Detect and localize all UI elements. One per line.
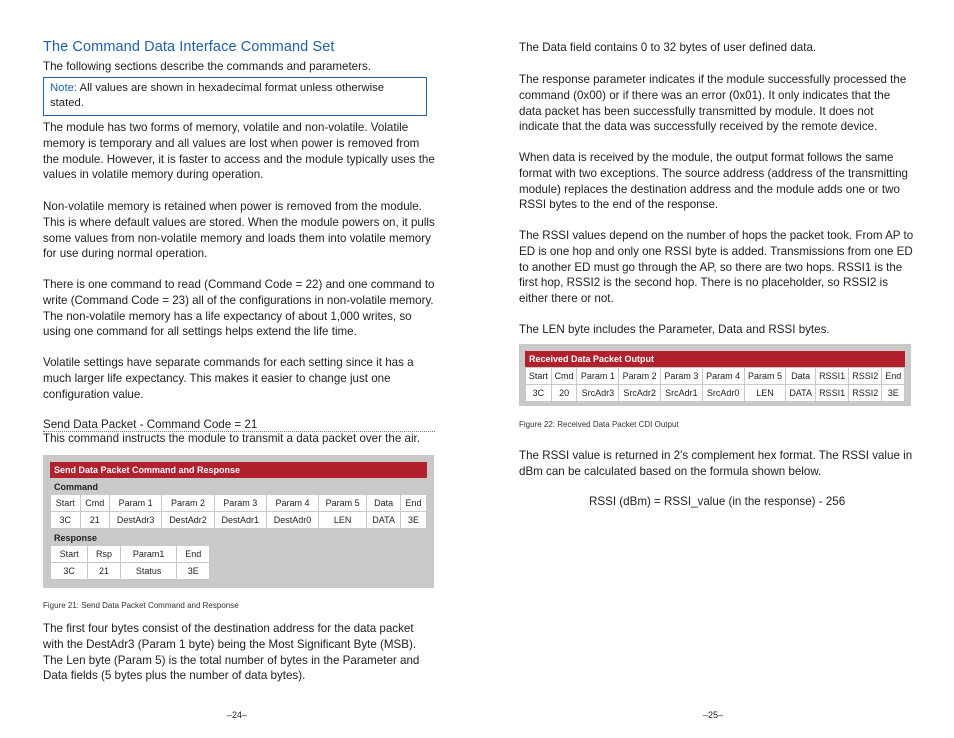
received-packet-table (525, 367, 905, 402)
table-cell: SrcAdr0 (702, 385, 744, 402)
table-cell: RSSI1 (815, 385, 848, 402)
response-header-row (51, 546, 210, 563)
paragraph-received-data: When data is received by the module, the output format follows the same format with two exceptions. The source address (address of the transmitting module) replaces the destination address and the module adds one or two RSSI bytes to the end of the response. (519, 151, 909, 212)
table-cell: DestAdr0 (266, 512, 318, 529)
table-cell: Cmd (80, 495, 110, 512)
note-text: All values are shown in hexadecimal format unless otherwise stated. (50, 82, 385, 109)
table-cell: RSSI2 (849, 385, 882, 402)
send-data-subheading (43, 418, 435, 445)
paragraph-rssi-format: The RSSI value is returned in 2's complement hex format. The RSSI value in dBm can be calculated based on the formula shown below. (519, 449, 913, 478)
command-value-row (51, 512, 427, 529)
page-number: –24– (227, 710, 248, 720)
rssi-formula: RSSI (dBm) = RSSI_value (in the response) - 256 (589, 495, 846, 508)
table-cell: Status (120, 563, 177, 580)
table-cell: DestAdr2 (162, 512, 214, 529)
command-table (50, 494, 427, 529)
note-label: Note: (50, 82, 78, 94)
figure-22-box (519, 344, 911, 406)
table-cell: 3C (526, 385, 552, 402)
table-cell: LEN (319, 512, 367, 529)
paragraph-non-volatile: Non-volatile memory is retained when power is removed from the module. This is where default values are stored. When the module powers on, it pulls some values from non-volatile memory and loads them into volatile memory for use during normal operation. (43, 200, 435, 261)
figure-21-box (43, 455, 434, 588)
table-cell: Start (51, 495, 81, 512)
table-cell: SrcAdr3 (577, 385, 619, 402)
table-cell: Cmd (551, 368, 577, 385)
paragraph-first-four-bytes: The first four bytes consist of the destination address for the data packet with the DestAdr3 (Param 1 byte) being the Most Significant Byte (MSB). The Len byte (Param 5) is the total number of bytes in the Parameter and Data fields (5 bytes plus the number of data bytes). (43, 622, 420, 683)
table-cell: End (401, 495, 427, 512)
table-cell: Param 5 (744, 368, 786, 385)
command-label: Command (54, 482, 99, 492)
paragraph-volatile: The module has two forms of memory, volatile and non-volatile. Volatile memory is temporary and all values are lost when power is removed from the module. However, it is faster to access and the module typically uses the values in volatile memory during operation. (43, 121, 435, 182)
page-number: –25– (703, 710, 724, 720)
table-cell: Data (367, 495, 401, 512)
table-cell: Param 2 (619, 368, 661, 385)
table-cell: End (177, 546, 210, 563)
table-cell: DATA (786, 385, 816, 402)
figure-21-caption: Figure 21: Send Data Packet Command and Response (43, 601, 239, 610)
table-cell: Param 4 (266, 495, 318, 512)
figure-22-caption: Figure 22: Received Data Packet CDI Output (519, 420, 679, 429)
figure-22-title: Received Data Packet Output (525, 351, 905, 367)
table-cell: 3C (51, 563, 88, 580)
table-cell: 21 (80, 512, 110, 529)
table-cell: SrcAdr2 (619, 385, 661, 402)
paragraph-rssi-values: The RSSI values depend on the number of hops the packet took. From AP to ED is one hop and only one RSSI byte is added. Transmissions from one ED to another ED must go through the AP, so there are two hops. RSSI1 is the first hop, RSSI2 is the second hop. There is no placeholder, so RSSI2 is either there or not. (519, 229, 914, 306)
intro-text: The following sections describe the commands and parameters. (43, 60, 372, 73)
table-cell: Param 3 (661, 368, 703, 385)
response-table (50, 545, 210, 580)
table-cell: 20 (551, 385, 577, 402)
table-cell: Param 3 (214, 495, 266, 512)
right-page (519, 0, 914, 738)
table-cell: 3C (51, 512, 81, 529)
subheading-description: This command instructs the module to transmit a data packet over the air. (43, 431, 435, 445)
paragraph-response-parameter: The response parameter indicates if the module successfully processed the command (0x00) or if there was an error (0x01). It only indicates that the data packet has been successfully transmitted by module. It does not indicate that the data was successfully received by the remote device. (519, 73, 907, 134)
paragraph-volatile-settings: Volatile settings have separate commands for each setting since it has a much larger life expectancy. This makes it easier to change just one configuration value. (43, 356, 414, 401)
table-cell: Start (526, 368, 552, 385)
table-cell: 3E (177, 563, 210, 580)
table-cell: DestAdr3 (110, 512, 162, 529)
table-cell: Param 4 (702, 368, 744, 385)
received-value-row (526, 385, 905, 402)
table-cell: 3E (401, 512, 427, 529)
table-cell: Param 1 (577, 368, 619, 385)
paragraph-commands: There is one command to read (Command Code = 22) and one command to write (Command Code = 23) all of the configurations in non-volatile memory. The non-volatile memory has a life expectancy of about 1,000 writes, so using one command for all settings helps extend the life time. (43, 278, 435, 339)
table-cell: Param 5 (319, 495, 367, 512)
table-cell: DATA (367, 512, 401, 529)
table-cell: 21 (88, 563, 121, 580)
table-cell: Start (51, 546, 88, 563)
table-cell: Param1 (120, 546, 177, 563)
note-box (43, 77, 427, 116)
table-cell: Data (786, 368, 816, 385)
table-cell: 3E (882, 385, 905, 402)
response-label: Response (54, 533, 98, 543)
table-cell: Rsp (88, 546, 121, 563)
subheading-title: Send Data Packet - Command Code = 21 (43, 418, 258, 431)
section-heading: The Command Data Interface Command Set (43, 39, 335, 55)
command-header-row (51, 495, 427, 512)
table-cell: SrcAdr1 (661, 385, 703, 402)
left-page (43, 0, 435, 738)
received-header-row (526, 368, 905, 385)
figure-21-title: Send Data Packet Command and Response (50, 462, 427, 478)
table-cell: End (882, 368, 905, 385)
table-cell: RSSI2 (849, 368, 882, 385)
table-cell: RSSI1 (815, 368, 848, 385)
paragraph-data-field: The Data field contains 0 to 32 bytes of user defined data. (519, 41, 817, 54)
paragraph-len-byte: The LEN byte includes the Parameter, Data and RSSI bytes. (519, 323, 830, 336)
table-cell: Param 1 (110, 495, 162, 512)
table-cell: Param 2 (162, 495, 214, 512)
table-cell: DestAdr1 (214, 512, 266, 529)
response-value-row (51, 563, 210, 580)
table-cell: LEN (744, 385, 786, 402)
